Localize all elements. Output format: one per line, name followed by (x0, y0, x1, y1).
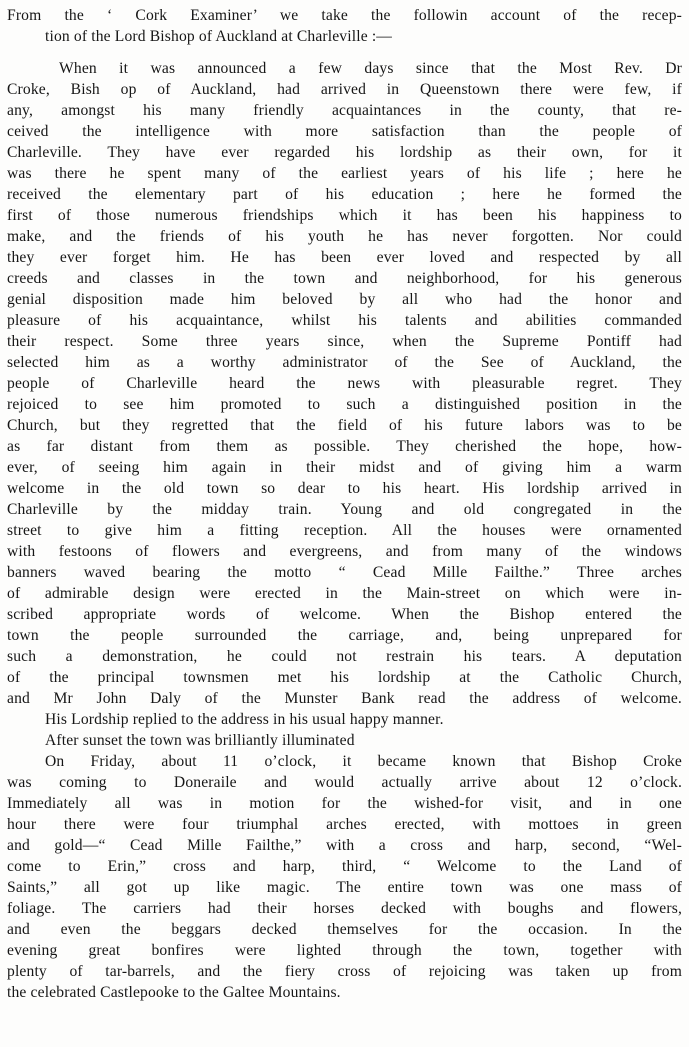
text-line: make, and the friends of his youth he has never forgotten. Nor could (7, 228, 682, 245)
text-line: ever, of seeing him again in their midst and of giving him a warm (7, 459, 682, 476)
text-line: and even the beggars decked themselves for the occasion. In the (7, 921, 682, 938)
text-line: ceived the intelligence with more satisfaction than the people of (7, 123, 682, 140)
text-line: their respect. Some three years since, when the Supreme Pontiff had (7, 333, 682, 350)
text-line: come to Erin,” cross and harp, third, “ Welcome to the Land of (7, 858, 682, 875)
text-line: rejoiced to see him promoted to such a distinguished position in the (7, 396, 682, 413)
text-line: and gold—“ Cead Mille Failthe,” with a cross and harp, second, “Wel- (7, 837, 682, 854)
text-line: creeds and classes in the town and neighborhood, for his generous (7, 270, 682, 287)
text-line: Church, but they regretted that the field of his future labors was to be (7, 417, 682, 434)
text-line: and Mr John Daly of the Munster Bank read the address of welcome. (7, 690, 682, 707)
text-line: banners waved bearing the motto “ Cead Mille Failthe.” Three arches (7, 564, 682, 581)
text-line: genial disposition made him beloved by all who had the honor and (7, 291, 682, 308)
text-line: they ever forget him. He has been ever loved and respected by all (7, 249, 682, 266)
text-line: Charleville by the midday train. Young and old congregated in the (7, 501, 682, 518)
body-paragraph-4 (7, 751, 682, 1003)
text-line: of the principal townsmen met his lordship at the Catholic Church, (7, 669, 682, 686)
text-line: was coming to Doneraile and would actually arrive about 12 o’clock. (7, 774, 682, 791)
body-paragraph-1 (7, 58, 682, 709)
body-paragraph-3 (7, 730, 682, 751)
text-line: selected him as a worthy administrator of the See of Auckland, the (7, 354, 682, 371)
text-line: Immediately all was in motion for the wished-for visit, and in one (7, 795, 682, 812)
text-line: as far distant from them as possible. They cherished the hope, how- (7, 438, 682, 455)
text-line: His Lordship replied to the address in his usual happy manner. (45, 711, 444, 728)
text-line: of admirable design were erected in the Main-street on which were in- (7, 585, 682, 602)
text-line: welcome in the old town so dear to his heart. His lordship arrived in (7, 480, 682, 497)
intro-line: tion of the Lord Bishop of Auckland at Charleville :— (45, 28, 393, 45)
text-line: hour there were four triumphal arches erected, with mottoes in green (7, 816, 682, 833)
text-line: town the people surrounded the carriage, and, being unprepared for (7, 627, 682, 644)
text-line: When it was announced a few days since that the Most Rev. Dr (59, 60, 682, 77)
text-line: the celebrated Castlepooke to the Galtee Mountains. (7, 984, 341, 1001)
body-paragraph-2 (7, 709, 682, 730)
text-line: street to give him a fitting reception. All the houses were ornamented (7, 522, 682, 539)
text-line: plenty of tar-barrels, and the fiery cross of rejoicing was taken up from (7, 963, 682, 980)
text-line: received the elementary part of his education ; here he formed the (7, 186, 682, 203)
text-line: was there he spent many of the earliest years of his life ; here he (7, 165, 682, 182)
text-line: scribed appropriate words of welcome. When the Bishop entered the (7, 606, 682, 623)
intro-paragraph (7, 5, 682, 47)
text-line: foliage. The carriers had their horses decked with boughs and flowers, (7, 900, 682, 917)
text-line: Saints,” all got up like magic. The entire town was one mass of (7, 879, 682, 896)
text-line: Charleville. They have ever regarded his lordship as their own, for it (7, 144, 682, 161)
text-line: people of Charleville heard the news with pleasurable regret. They (7, 375, 682, 392)
text-line: evening great bonfires were lighted through the town, together with (7, 942, 682, 959)
text-line: such a demonstration, he could not restrain his tears. A deputation (7, 648, 682, 665)
text-line: After sunset the town was brilliantly illuminated (45, 732, 355, 749)
text-line: pleasure of his acquaintance, whilst his talents and abilities commanded (7, 312, 682, 329)
text-line: first of those numerous friendships which it has been his happiness to (7, 207, 682, 224)
text-line: any, amongst his many friendly acquaintances in the county, that re- (7, 102, 682, 119)
intro-line: From the ‘ Cork Examiner’ we take the followin account of the recep- (7, 7, 682, 24)
text-line: with festoons of flowers and evergreens, and from many of the windows (7, 543, 682, 560)
text-line: On Friday, about 11 o’clock, it became known that Bishop Croke (45, 753, 682, 770)
text-line: Croke, Bish op of Auckland, had arrived in Queenstown there were few, if (7, 81, 682, 98)
